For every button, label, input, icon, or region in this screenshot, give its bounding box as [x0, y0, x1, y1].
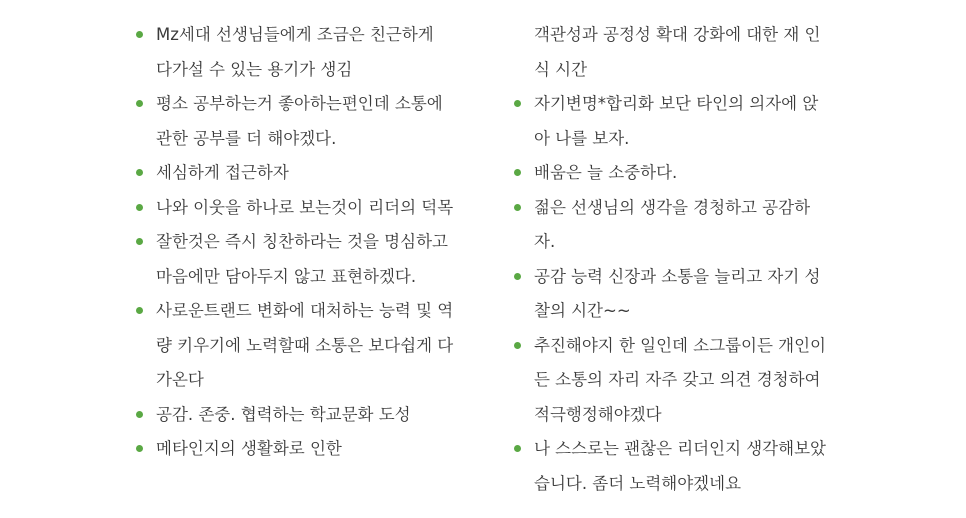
list-item — [512, 156, 882, 191]
bullet-icon — [136, 411, 143, 418]
list-item-text: 습니다. 좀더 노력해야겠네요 — [534, 473, 742, 493]
right-bullet-list — [512, 18, 882, 501]
list-item-text: 식 시간 — [534, 59, 588, 79]
list-item-text: 아 나를 보자. — [534, 128, 630, 148]
list-item-text: 나와 이웃을 하나로 보는것이 리더의 덕목 — [156, 197, 454, 217]
list-item-text: 적극행정해야겠다 — [534, 404, 662, 424]
list-item — [134, 191, 504, 226]
bullet-icon — [136, 204, 143, 211]
list-item — [134, 87, 504, 156]
bullet-icon — [136, 31, 143, 38]
list-item-text: 공감. 존중. 협력하는 학교문화 도성 — [156, 404, 411, 424]
bullet-icon — [514, 342, 521, 349]
list-item — [512, 329, 882, 433]
list-item-text: 다가설 수 있는 용기가 생김 — [156, 59, 353, 79]
bullet-icon — [136, 238, 143, 245]
list-item — [134, 294, 504, 398]
list-item-text: 잘한것은 즉시 칭찬하라는 것을 명심하고 — [156, 232, 448, 251]
left-bullet-list — [134, 18, 504, 467]
list-item-text: 메타인지의 생활화로 인한 — [156, 439, 342, 458]
list-item-text: 자. — [534, 232, 556, 251]
list-item-text: 추진해야지 한 일인데 소그룹이든 개인이 — [534, 335, 826, 355]
bullet-icon — [514, 445, 521, 452]
list-item — [512, 432, 882, 501]
bullet-icon — [136, 445, 143, 452]
bullet-icon — [136, 169, 143, 176]
list-item-text: 량 키우기에 노력할때 소통은 보다쉽게 다 — [156, 335, 454, 355]
list-item-text: 평소 공부하는거 좋아하는편인데 소통에 — [156, 94, 443, 113]
list-item-text: 젊은 선생님의 생각을 경청하고 공감하 — [534, 197, 811, 217]
list-item — [512, 260, 882, 329]
list-item — [512, 87, 882, 156]
list-item — [134, 432, 504, 467]
list-item-text: Mz세대 선생님들에게 조금은 친근하게 — [156, 25, 434, 44]
list-item-text: 배움은 늘 소중하다. — [534, 163, 678, 182]
bullet-icon — [136, 307, 143, 314]
list-item-text: 나 스스로는 괜찮은 리더인지 생각해보았 — [534, 439, 826, 458]
bullet-icon — [136, 100, 143, 107]
bullet-icon — [514, 204, 521, 211]
bullet-icon — [514, 169, 521, 176]
list-item — [512, 191, 882, 260]
list-item-text: 공감 능력 신장과 소통을 늘리고 자기 성 — [534, 266, 821, 286]
list-item — [134, 18, 504, 87]
list-item-text: 든 소통의 자리 자주 갖고 의견 경청하여 — [534, 370, 821, 389]
list-item — [134, 156, 504, 191]
list-item — [134, 225, 504, 294]
list-item-text: 객관성과 공정성 확대 강화에 대한 재 인 — [534, 25, 821, 44]
list-item-text: 가온다 — [156, 370, 204, 389]
bullet-icon — [514, 273, 521, 280]
list-item-text: 세심하게 접근하자 — [156, 163, 289, 182]
list-item-text: 관한 공부를 더 해야겠다. — [156, 128, 337, 148]
list-item — [134, 398, 504, 433]
list-item — [512, 18, 882, 87]
list-item-text: 사로운트랜드 변화에 대처하는 능력 및 역 — [156, 301, 454, 320]
list-item-text: 마음에만 담아두지 않고 표현하겠다. — [156, 266, 417, 286]
list-item-text: 찰의 시간~~ — [534, 301, 631, 320]
bullet-icon — [514, 100, 521, 107]
list-item-text: 자기변명*합리화 보단 타인의 의자에 앉 — [534, 94, 819, 113]
